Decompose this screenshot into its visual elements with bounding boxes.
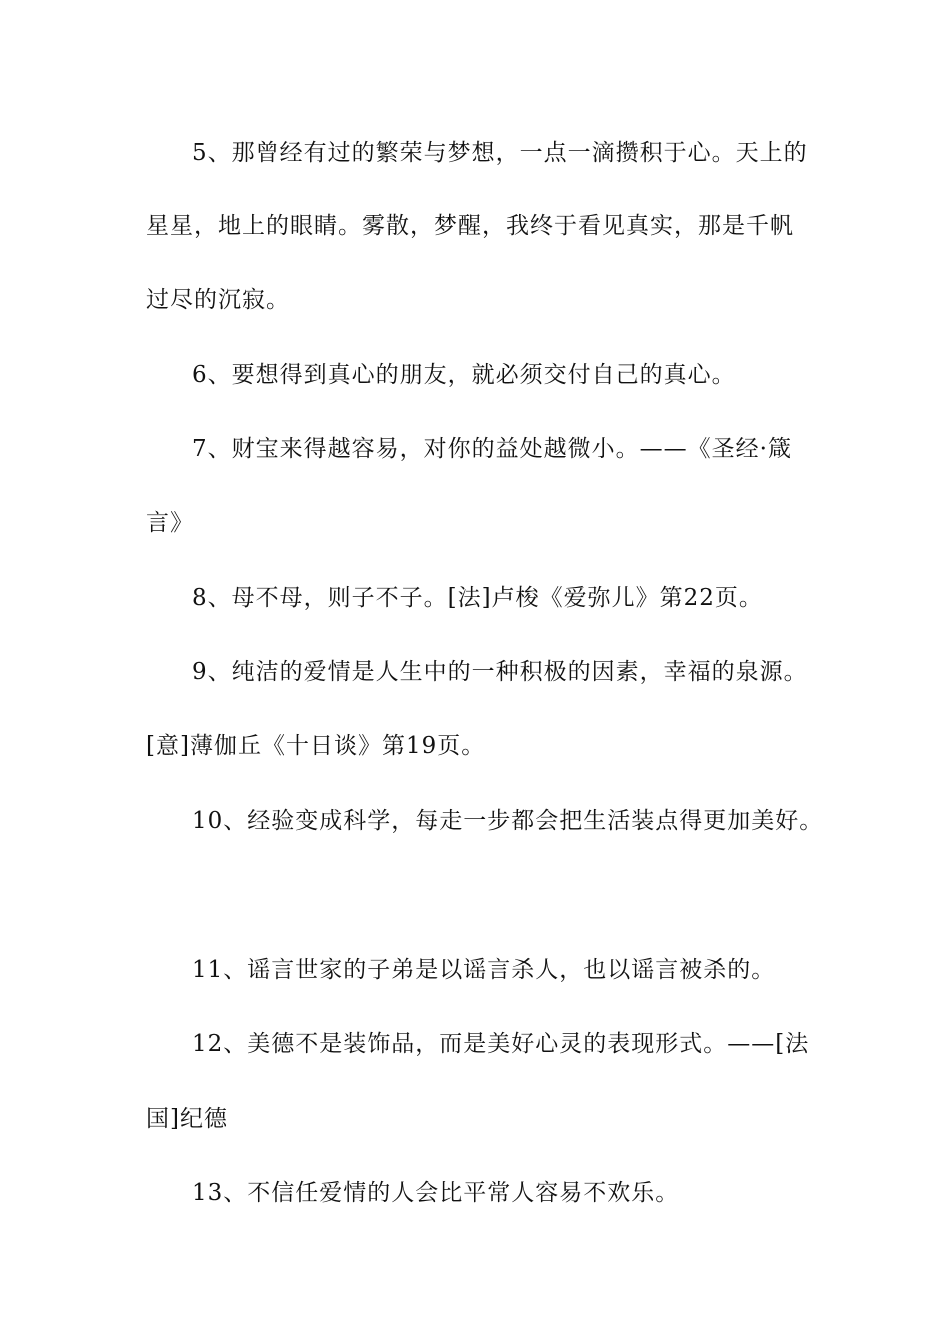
text-line-quote-12-start: 12、美德不是装饰品，而是美好心灵的表现形式。——[法 bbox=[192, 1031, 810, 1057]
text-line-quote-8: 8、母不母，则子不子。[法]卢梭《爱弥儿》第22页。 bbox=[192, 585, 763, 611]
text-line-quote-7-start: 7、财宝来得越容易，对你的益处越微小。——《圣经·箴 bbox=[192, 436, 792, 462]
text-line-quote-9-start: 9、纯洁的爱情是人生中的一种积极的因素，幸福的泉源。 bbox=[192, 659, 808, 685]
text-line-quote-5-continued: 星星，地上的眼睛。雾散，梦醒，我终于看见真实，那是千帆 bbox=[146, 213, 794, 239]
text-line-quote-6: 6、要想得到真心的朋友，就必须交付自己的真心。 bbox=[192, 362, 736, 388]
text-line-quote-9-end: [意]薄伽丘《十日谈》第19页。 bbox=[146, 733, 486, 759]
text-line-quote-7-end: 言》 bbox=[146, 510, 194, 536]
text-line-quote-5-end: 过尽的沉寂。 bbox=[146, 287, 290, 313]
text-line-quote-12-end: 国]纪德 bbox=[146, 1106, 228, 1132]
text-line-quote-10: 10、经验变成科学，每走一步都会把生活装点得更加美好。 bbox=[192, 808, 824, 834]
text-line-quote-11: 11、谣言世家的子弟是以谣言杀人，也以谣言被杀的。 bbox=[192, 957, 776, 983]
text-line-quote-5-start: 5、那曾经有过的繁荣与梦想，一点一滴攒积于心。天上的 bbox=[192, 140, 808, 166]
text-line-quote-13: 13、不信任爱情的人会比平常人容易不欢乐。 bbox=[192, 1180, 680, 1206]
